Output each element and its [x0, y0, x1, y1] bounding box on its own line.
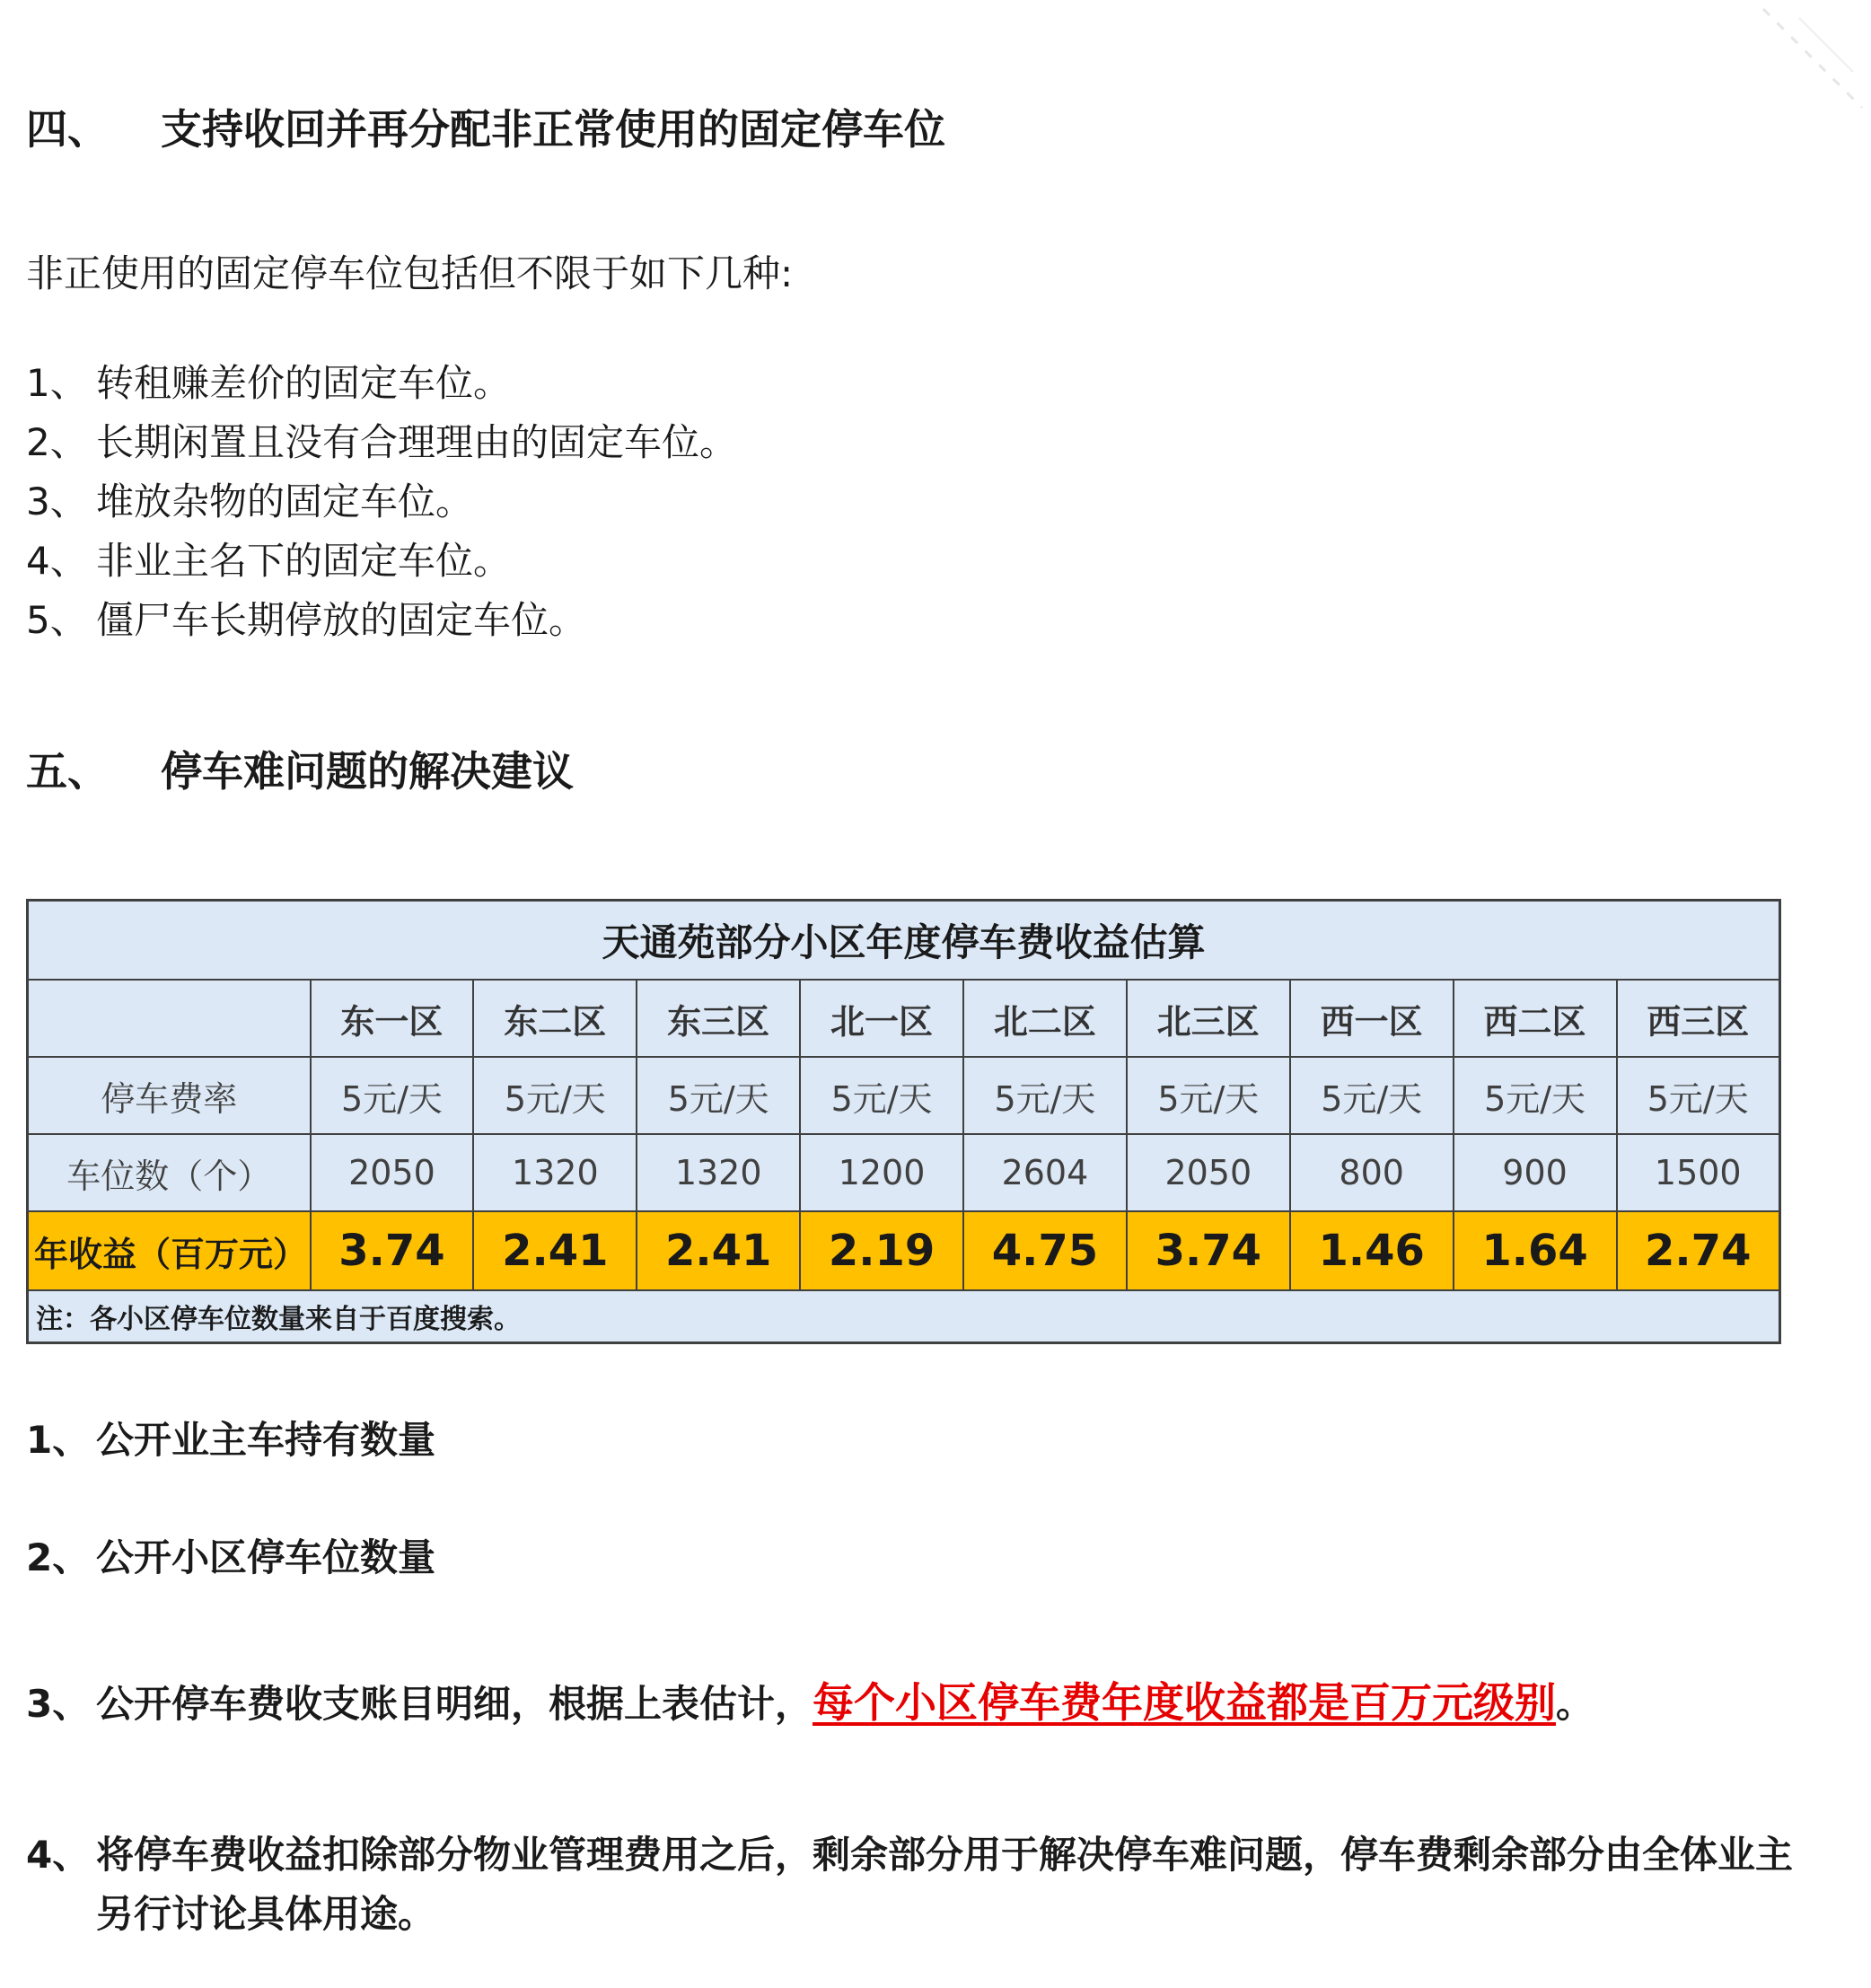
table-cell: 1200	[800, 1134, 963, 1211]
table-cell: 2.41	[637, 1211, 800, 1290]
suggestion-emphasis: 每个小区停车费年度收益都是百万元级别	[813, 1678, 1557, 1727]
list-item	[26, 472, 737, 532]
section4-title: 支持收回并再分配非正常使用的固定停车位	[161, 105, 945, 154]
table-cell: 5元/天	[473, 1057, 637, 1134]
suggestion-item	[26, 1411, 435, 1465]
table-cell: 4.75	[963, 1211, 1127, 1290]
table-cell: 5元/天	[1617, 1057, 1780, 1134]
district-header: 北一区	[800, 980, 963, 1057]
row-label: 停车费率	[28, 1057, 311, 1134]
suggestion-text: 将停车费收益扣除部分物业管理费用之后，剩余部分用于解决停车难问题，停车费剩余部分由全体业主	[96, 1833, 1794, 1877]
rate-row	[28, 1057, 1780, 1134]
suggestion-text: 公开业主车持有数量	[96, 1418, 436, 1462]
district-header: 西三区	[1617, 980, 1780, 1057]
table-cell: 1500	[1617, 1134, 1780, 1211]
table-corner-cell	[28, 980, 311, 1057]
district-header: 西一区	[1290, 980, 1454, 1057]
list-index: 4、	[26, 539, 88, 583]
table-cell: 2.41	[473, 1211, 637, 1290]
list-item	[26, 532, 737, 591]
row-label: 车位数（个）	[28, 1134, 311, 1211]
section4-number: 四、	[26, 105, 109, 154]
list-text: 转租赚差价的固定车位。	[96, 361, 512, 405]
list-index: 5、	[26, 598, 88, 642]
list-index: 2、	[26, 420, 88, 464]
list-item	[26, 413, 737, 472]
district-header: 东一区	[311, 980, 474, 1057]
list-item	[26, 591, 737, 650]
section4-heading	[26, 97, 945, 156]
table-cell: 5元/天	[311, 1057, 474, 1134]
district-header: 东二区	[473, 980, 637, 1057]
table-cell: 800	[1290, 1134, 1454, 1211]
section4-intro: 非正使用的固定停车位包括但不限于如下几种:	[26, 251, 794, 295]
suggestion-text: 公开小区停车位数量	[96, 1535, 436, 1579]
table-cell: 1320	[637, 1134, 800, 1211]
table-cell: 2604	[963, 1134, 1127, 1211]
table-note: 注：各小区停车位数量来自于百度搜索。	[28, 1290, 1780, 1343]
section5-title: 停车难问题的解决建议	[161, 747, 574, 796]
list-text: 非业主名下的固定车位。	[96, 539, 512, 583]
table-title: 天通苑部分小区年度停车费收益估算	[28, 901, 1780, 981]
table-cell: 5元/天	[1454, 1057, 1617, 1134]
suggestion-index: 4、	[26, 1833, 91, 1877]
parking-income-table	[26, 899, 1781, 1344]
table-cell: 2.74	[1617, 1211, 1780, 1290]
table-cell: 5元/天	[800, 1057, 963, 1134]
list-text: 僵尸车长期停放的固定车位。	[96, 598, 587, 642]
section4-list	[26, 354, 737, 650]
suggestion-text-line2: 另行讨论具体用途。	[96, 1892, 436, 1936]
row-label: 年收益（百万元）	[28, 1211, 311, 1290]
table-cell: 3.74	[311, 1211, 474, 1290]
table-cell: 5元/天	[963, 1057, 1127, 1134]
list-index: 1、	[26, 361, 88, 405]
district-header: 西二区	[1454, 980, 1617, 1057]
suggestion-index: 2、	[26, 1535, 91, 1579]
suggestion-item	[26, 1528, 435, 1582]
corner-decoration	[1745, 0, 1871, 126]
list-text: 堆放杂物的固定车位。	[96, 479, 474, 523]
list-index: 3、	[26, 479, 88, 523]
district-header: 北三区	[1127, 980, 1290, 1057]
table-cell: 900	[1454, 1134, 1617, 1211]
section5-number: 五、	[26, 747, 109, 796]
table-cell: 5元/天	[1127, 1057, 1290, 1134]
district-header: 东三区	[637, 980, 800, 1057]
suggestion-text: 公开停车费收支账目明细，根据上表估计，	[96, 1682, 813, 1726]
suggestion-index: 3、	[26, 1682, 91, 1726]
suggestion-item	[26, 1825, 1793, 1944]
table-cell: 5元/天	[637, 1057, 800, 1134]
income-row	[28, 1211, 1780, 1290]
section5-heading	[26, 739, 574, 798]
district-header: 北二区	[963, 980, 1127, 1057]
table-cell: 1.46	[1290, 1211, 1454, 1290]
list-text: 长期闲置且没有合理理由的固定车位。	[96, 420, 738, 464]
table-cell: 2050	[1127, 1134, 1290, 1211]
table-cell: 2.19	[800, 1211, 963, 1290]
table-cell: 2050	[311, 1134, 474, 1211]
table-cell: 5元/天	[1290, 1057, 1454, 1134]
table-cell: 1320	[473, 1134, 637, 1211]
spots-row	[28, 1134, 1780, 1211]
suggestion-tail: 。	[1556, 1682, 1594, 1726]
table-cell: 3.74	[1127, 1211, 1290, 1290]
suggestion-index: 1、	[26, 1418, 91, 1462]
table-cell: 1.64	[1454, 1211, 1617, 1290]
suggestion-item	[26, 1670, 1594, 1729]
list-item	[26, 354, 737, 413]
